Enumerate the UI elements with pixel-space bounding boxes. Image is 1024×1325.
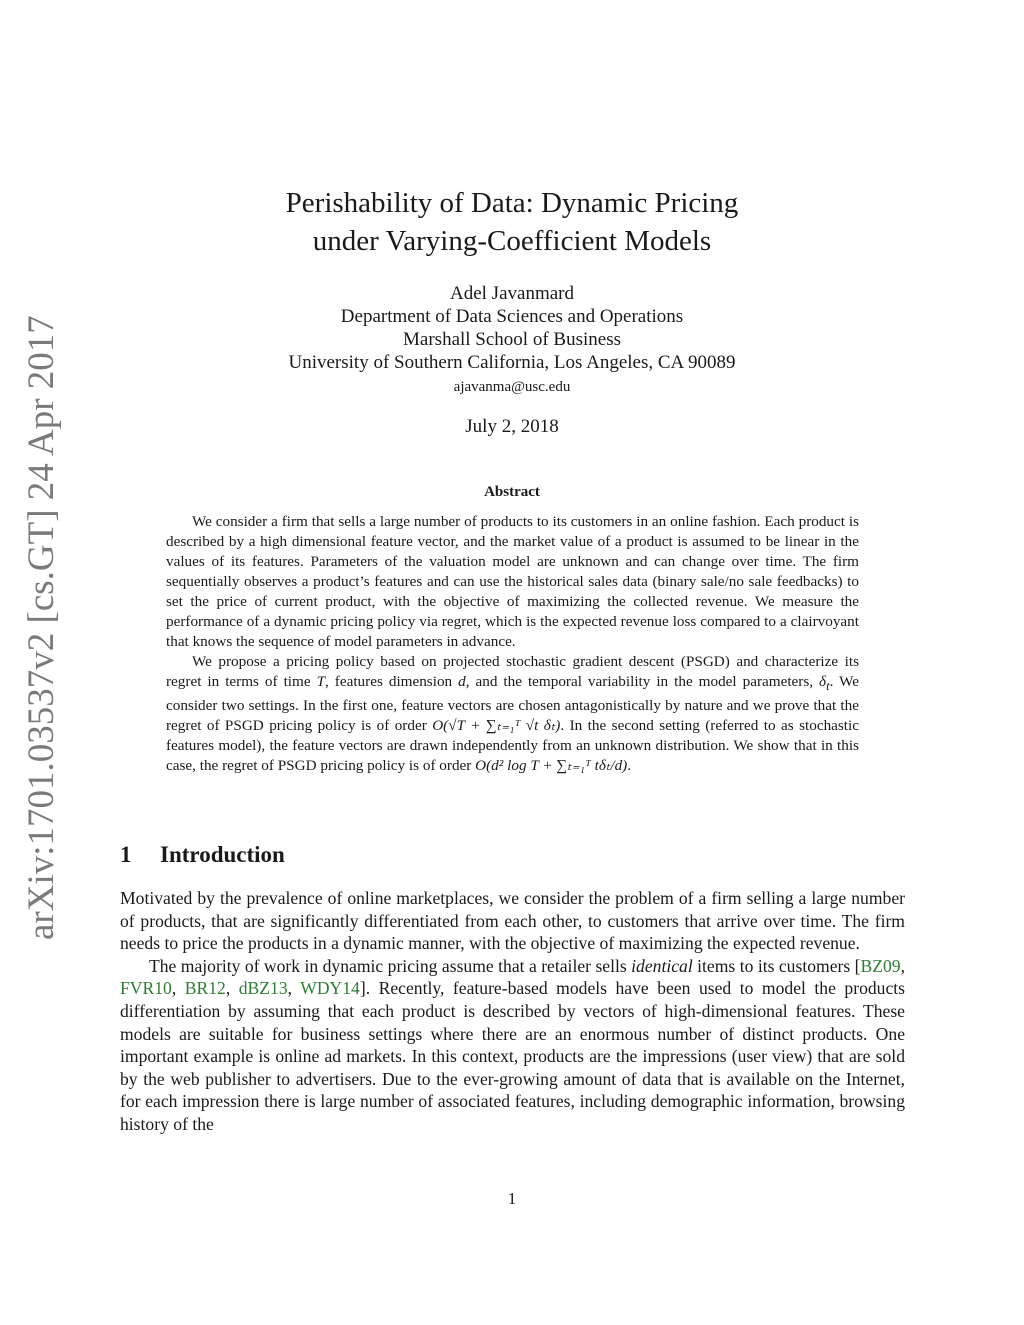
math-symbol: δ	[819, 673, 827, 690]
introduction-body	[120, 887, 905, 1136]
author-university: University of Southern California, Los Angeles, CA 90089	[288, 352, 736, 373]
citation-link[interactable]: WDY14	[300, 978, 360, 999]
citation-separator: ,	[225, 978, 239, 999]
body-text: The majority of work in dynamic pricing assume that a retailer sells	[149, 955, 632, 976]
abstract-body	[166, 512, 859, 776]
author-block	[200, 282, 824, 399]
page-number: 1	[507, 1189, 517, 1208]
abstract-paragraph-1: We consider a firm that sells a large number of products to its customers in an online fashion. Each product is described by a high dimensional feature vector, and the market value of a product is assumed to be linear in the values of its features. Parameters of the valuation model are unknown and can change over time. The firm sequentially observes a product’s features and can use the historical sales data (binary sale/no sale feedbacks) to set the price of current product, with the objective of maximizing the collected revenue. We measure the performance of a dynamic pricing policy via regret, which is the expected revenue loss compared to a clairvoyant that knows the sequence of model parameters in advance.	[166, 513, 859, 650]
math-symbol: T	[316, 673, 326, 690]
body-paragraph-2	[120, 955, 905, 1136]
body-paragraph-1: Motivated by the prevalence of online marketplaces, we consider the problem of a firm selling a large number of products, that are significantly differentiated from each other, to customers that arrive over time. The firm needs to price the products in a dynamic manner, with the objective of maximizing the expected revenue.	[120, 888, 905, 954]
paper-title	[200, 184, 824, 260]
abstract-text: . In the second setting (referred to as stochastic features model), the feature vectors are drawn independently from an unknown distribution. We show that in this case, the regret of PSGD pricing policy is of order	[166, 717, 859, 775]
paper-date: July 2, 2018	[465, 416, 559, 437]
emphasis-text: identical	[631, 955, 693, 976]
math-symbol: d	[458, 673, 466, 690]
math-regret-bound-stochastic: O(d² log T + ∑ₜ₌₁ᵀ tδₜ/d)	[475, 757, 628, 775]
abstract-heading: Abstract	[484, 484, 540, 500]
citation-link[interactable]: dBZ13	[238, 978, 288, 999]
abstract-paragraph-2	[166, 652, 859, 776]
citation-separator: ,	[171, 978, 185, 999]
abstract-text: , features dimension	[325, 673, 459, 690]
math-subscript: t	[826, 679, 830, 694]
abstract-text: . We consider two settings. In the first one, feature vectors are chosen antagonistically by nature and we prove that the regret of PSGD pricing policy is of order	[166, 673, 859, 735]
abstract-text: , and the temporal variability in the model parameters,	[465, 673, 820, 690]
body-text: items to its customers [	[692, 955, 861, 976]
author-name: Adel Javanmard	[450, 283, 574, 304]
abstract-text: .	[627, 757, 632, 775]
section-title: Introduction	[160, 842, 285, 867]
title-line-2: under Varying-Coefficient Models	[312, 225, 712, 257]
body-text: ]. Recently, feature-based models have been used to model the products differentiation by assuming that each product is described by vectors of high-dimensional features. These models are suitable for business settings where there are an enormous number of distinct products. One important example is online ad markets. In this context, products are the impressions (user view) that are sold by the web publisher to advertisers. Due to the ever-growing amount of data that is available on the Internet, for each impression there is large number of associated features, including demographic information, browsing history of the	[120, 978, 906, 1134]
section-heading-introduction	[120, 842, 285, 868]
abstract-text: We propose a pricing policy based on projected stochastic gradient descent (PSGD) and characterize its regret in terms of time	[166, 653, 859, 690]
arxiv-identifier-stamp: arXiv:1701.03537v2 [cs.GT] 24 Apr 2017	[21, 315, 62, 940]
author-school: Marshall School of Business	[403, 329, 621, 350]
author-department: Department of Data Sciences and Operations	[340, 306, 684, 327]
title-line-1: Perishability of Data: Dynamic Pricing	[285, 187, 739, 219]
math-regret-bound-adversarial: O(√T + ∑ₜ₌₁ᵀ √t δₜ)	[432, 717, 561, 735]
author-email: ajavanma@usc.edu	[453, 379, 571, 395]
citation-link[interactable]: BZ09	[860, 955, 901, 976]
citation-link[interactable]: BR12	[184, 978, 226, 999]
citation-link[interactable]: FVR10	[120, 978, 172, 999]
section-number: 1	[120, 842, 132, 867]
citation-separator: ,	[287, 978, 301, 999]
citation-separator: ,	[900, 955, 905, 976]
